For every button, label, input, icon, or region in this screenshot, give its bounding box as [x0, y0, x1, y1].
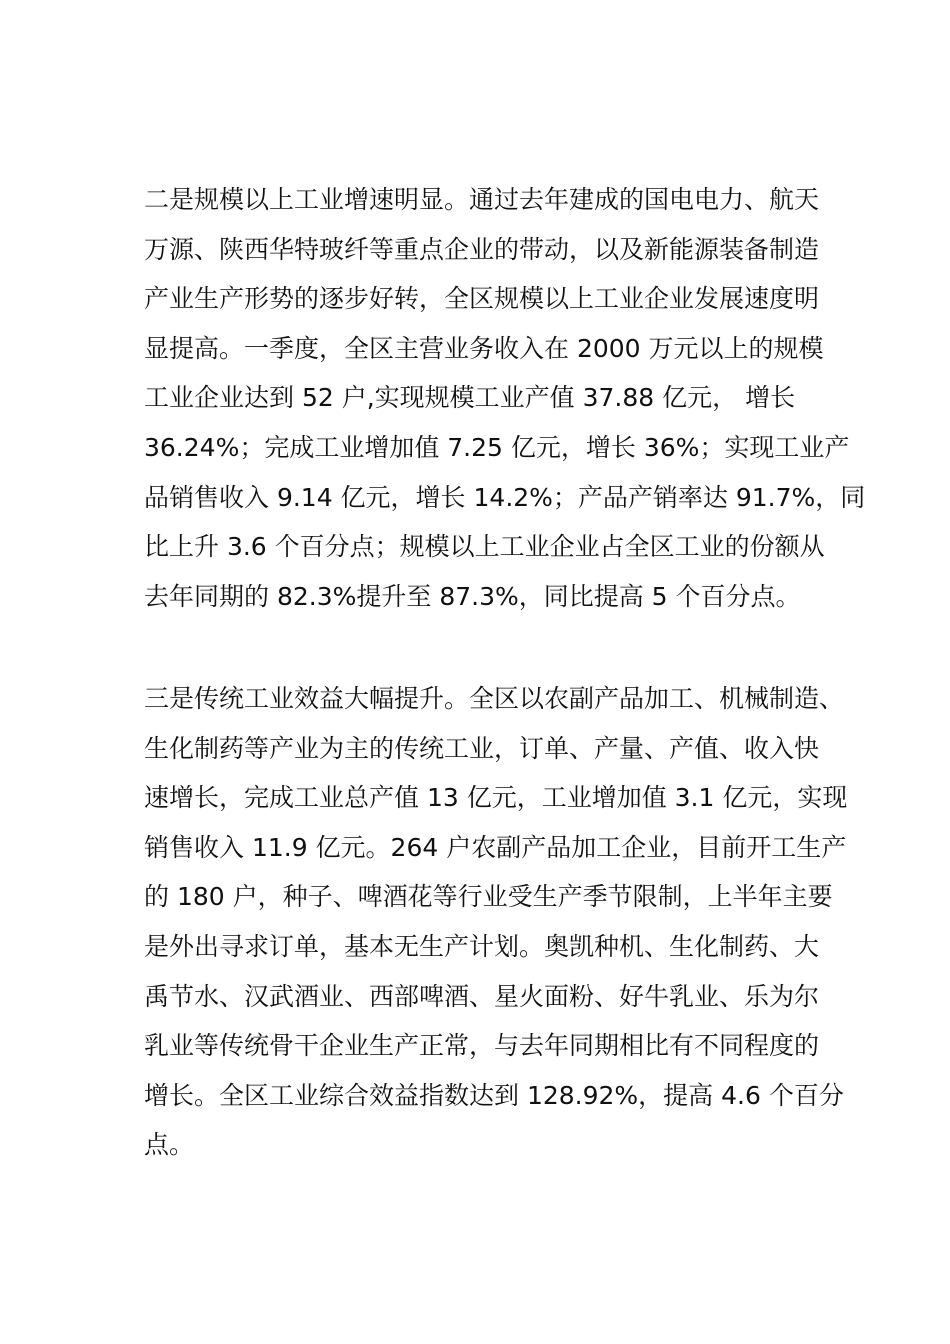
text-line: 速增长，完成工业总产值 13 亿元，工业增加值 3.1 亿元，实现	[144, 783, 848, 813]
text-line: 销售收入 11.9 亿元。264 户农副产品加工企业，目前开工生产	[144, 832, 847, 862]
text-line: 36.24%；完成工业增加值 7.25 亿元，增长 36%；实现工业产	[144, 432, 850, 462]
text-line: 品销售收入 9.14 亿元，增长 14.2%；产品产销率达 91.7%，同	[144, 482, 866, 512]
paragraph-traditional-industry	[144, 674, 848, 1170]
text-line: 去年同期的 82.3%提升至 87.3%，同比提高 5 个百分点。	[144, 581, 801, 611]
text-line: 产业生产形势的逐步好转，全区规模以上工业企业发展速度明	[144, 284, 820, 314]
text-line: 增长。全区工业综合效益指数达到 128.92%，提高 4.6 个百分	[144, 1080, 844, 1110]
text-line: 显提高。一季度，全区主营业务收入在 2000 万元以上的规模	[144, 333, 824, 363]
text-line: 乳业等传统骨干企业生产正常，与去年同期相比有不同程度的	[144, 1031, 820, 1061]
text-line: 工业企业达到 52 户,实现规模工业产值 37.88 亿元， 增长	[144, 383, 796, 413]
text-line: 点。	[144, 1130, 195, 1160]
text-line: 二是规模以上工业增速明显。通过去年建成的国电电力、航天	[144, 185, 820, 214]
text-line: 比上升 3.6 个百分点；规模以上工业企业占全区工业的份额从	[144, 532, 825, 562]
paragraph-scale-industry	[144, 175, 866, 621]
text-line: 三是传统工业效益大幅提升。全区以农副产品加工、机械制造、	[144, 684, 845, 713]
text-line: 生化制药等产业为主的传统工业，订单、产量、产值、收入快	[144, 733, 820, 763]
text-line: 的 180 户，种子、啤酒花等行业受生产季节限制，上半年主要	[144, 882, 833, 912]
text-line: 是外出寻求订单，基本无生产计划。奥凯种机、生化制药、大	[144, 931, 820, 961]
text-line: 禹节水、汉武酒业、西部啤酒、星火面粉、好牛乳业、乐为尔	[144, 981, 820, 1011]
text-line: 万源、陕西华特玻纤等重点企业的带动，以及新能源装备制造	[144, 234, 820, 264]
